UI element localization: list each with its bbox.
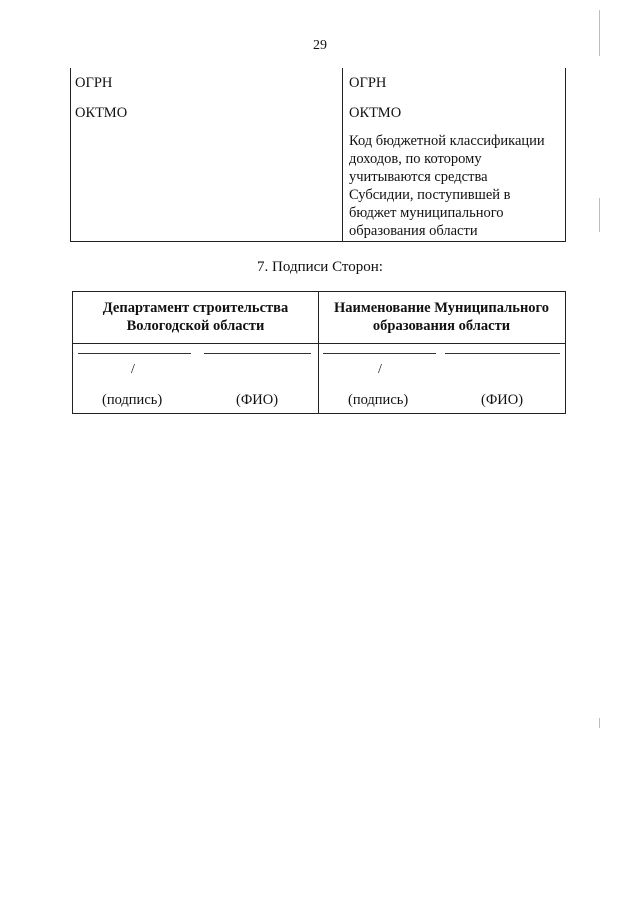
right-party-heading-line: Наименование Муниципального [333,300,550,316]
left-signature-line [78,353,191,354]
signatures-header-row [73,292,565,344]
requisites-left-column [71,68,343,241]
right-signature-caption: (подпись) [348,392,409,408]
left-party-heading [73,292,318,343]
page-number: 29 [313,38,327,53]
kbk-line: доходов, по которому [349,151,482,167]
right-party-heading [318,292,565,343]
left-name-line [204,353,311,354]
kbk-line: учитываются средства [349,169,488,185]
right-signature-slash: / [378,362,382,377]
right-party-heading-line: образования области [372,318,511,334]
kbk-line: бюджет муниципального [349,205,504,221]
left-party-heading-line: Департамент строительства [102,300,289,316]
scan-mark [599,10,600,56]
left-name-caption: (ФИО) [236,392,279,408]
left-ogrn-label: ОГРН [75,75,113,91]
right-signature-block [319,344,565,414]
left-signature-block [73,344,318,414]
right-oktmo-label: ОКТМО [349,105,402,121]
requisites-right-column [343,68,565,241]
kbk-line: Субсидии, поступившей в [349,187,511,203]
left-oktmo-label: ОКТМО [75,105,128,121]
right-ogrn-label: ОГРН [349,75,387,91]
kbk-line: образования области [349,223,478,239]
section-title: 7. Подписи Сторон: [257,259,383,275]
left-party-heading-line: Вологодской области [126,318,265,334]
right-signature-line [323,353,436,354]
requisites-table [70,68,566,242]
left-signature-slash: / [131,362,135,377]
right-name-line [445,353,560,354]
signatures-table [72,291,566,414]
scan-mark [599,718,600,728]
budget-classification-code-label [349,132,565,240]
right-name-caption: (ФИО) [481,392,524,408]
left-signature-caption: (подпись) [102,392,163,408]
kbk-line: Код бюджетной классификации [349,133,545,149]
scan-mark [599,198,600,232]
